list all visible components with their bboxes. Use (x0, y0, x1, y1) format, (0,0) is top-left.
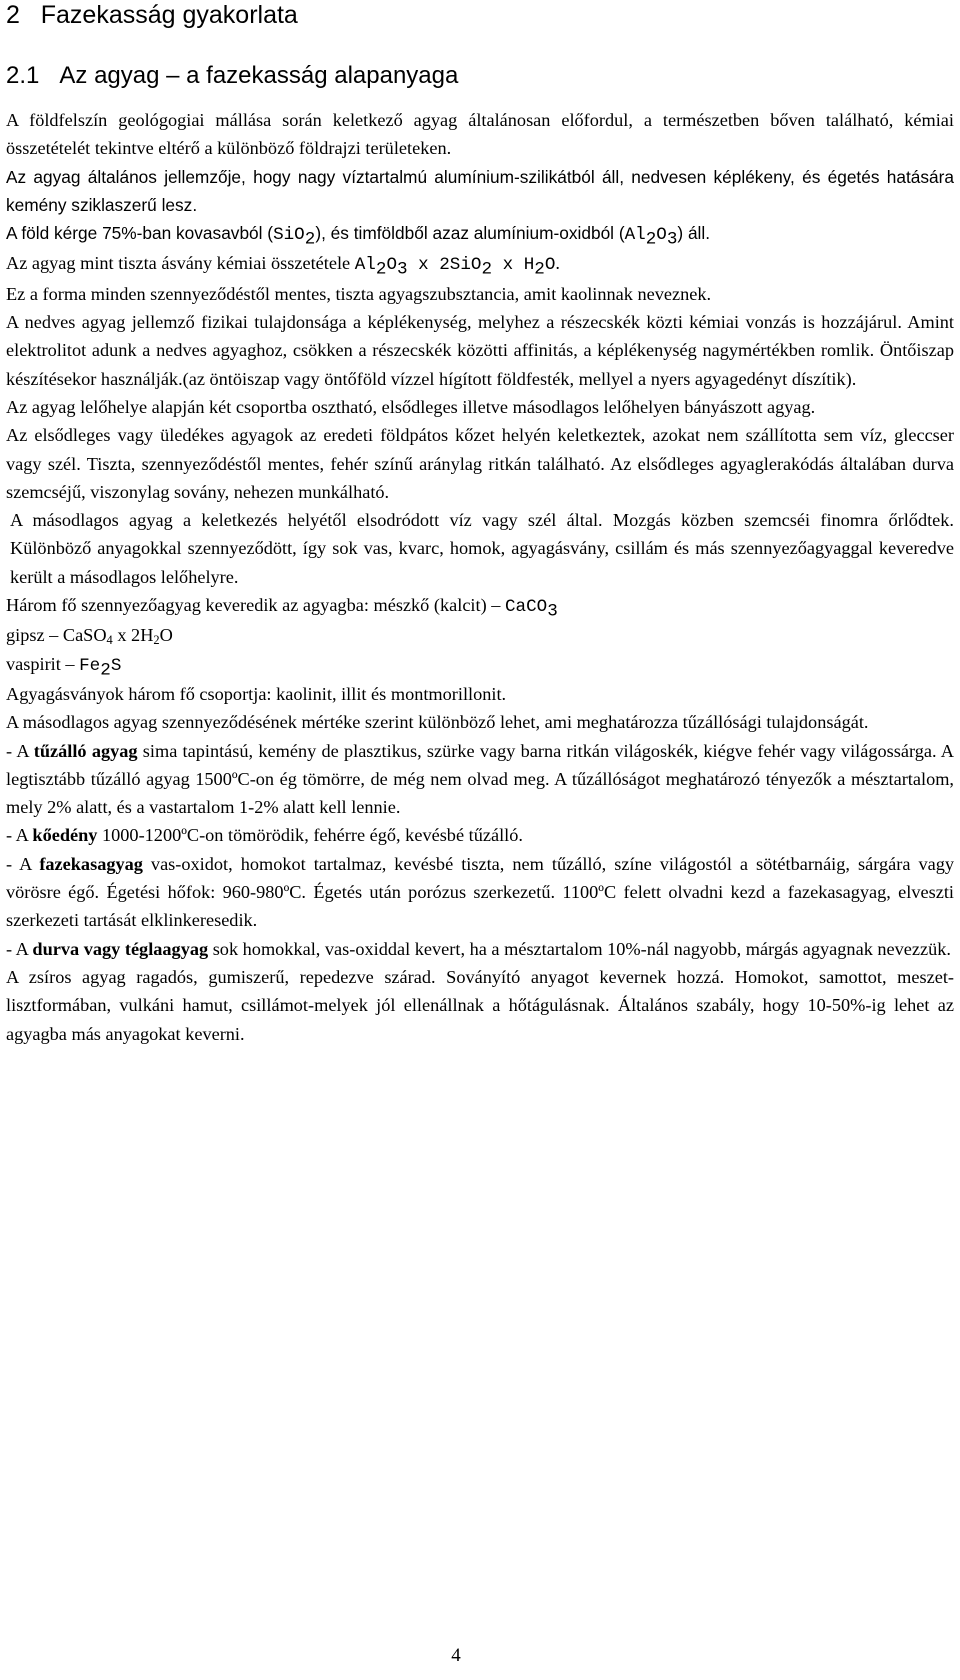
bold-term: fazekasagyag (39, 853, 143, 874)
section-heading (6, 61, 458, 91)
bold-term: kőedény (32, 825, 98, 846)
chapter-title: Fazekasság gyakorlata (40, 1, 298, 29)
paragraph-4: Az agyag mint tiszta ásvány kémiai összetétele $Al_2O_3$ x 2SiO$_2$ x $H_2O$. (6, 253, 560, 280)
paragraph-9: A másodlagos agyag a keletkezés helyétől elsodródott víz vagy szél által. Mozgás közben szemcséi finomra őrlődtek. Különböző anyagokkal szennyeződött, így sok vas, kvarc, homok, agyagásvány, csillám és más szennyezőagyaggal keveredve került a másodlagos lelőhelyre. (10, 510, 954, 587)
section-number: 2.1 (6, 62, 40, 89)
paragraph-16: - A kőedény 1000-1200ºC-on tömörödik, fehérre égő, kevésbé tűzálló. (6, 825, 523, 846)
paragraph-11: gipsz – CaSO$_4$ x $2H_2O$ (6, 625, 173, 648)
paragraph-13: Agyagásványok három fő csoportja: kaolinit, illit és montmorillonit. (6, 683, 507, 704)
section-title: Az agyag – a fazekasság alapanyaga (59, 62, 459, 89)
paragraph-5: Ez a forma minden szennyeződéstől mentes, tiszta agyagszubsztancia, amit kaolinnak neveznek. (6, 283, 712, 304)
paragraph-18: - A durva vagy téglaagyag sok homokkal, vas-oxiddal kevert, ha a mésztartalom 10%-nál nagyobb, márgás agyagnak nevezzük. (6, 938, 951, 959)
bold-term: durva vagy téglaagyag (32, 938, 209, 959)
paragraph-1: A földfelszín geológogiai mállása során keletkező agyag általánosan előfordul, a természetben bőven található, kémiai összetételét tekintve eltérő a különböző földrajzi területeken. (6, 110, 954, 159)
document-body (6, 106, 954, 1048)
paragraph-10: Három fő szennyezőagyag keveredik az agyagba: mészkő (kalcit) – CaCO$_3$ (6, 595, 558, 622)
paragraph-3: A föld kérge 75%-ban kovasavból (SiO$_2$), és timföldből azaz alumínium-oxidból $(Al_2O_3)$ áll. (6, 223, 711, 250)
paragraph-12: vaspirit – $Fe_2S$ (6, 653, 122, 681)
paragraph-7: Az agyag lelőhelye alapján két csoportba osztható, elsődleges illetve másodlagos lelőhelyen bányászott agyag. (6, 396, 816, 417)
chapter-heading (6, 0, 298, 30)
paragraph-14: A másodlagos agyag szennyeződésének mértéke szerint különböző lehet, ami meghatározza tűzállósági tulajdonságát. (6, 712, 869, 733)
paragraph-2: Az agyag általános jellemzője, hogy nagy víztartalmú alumínium-szilikátból áll, nedvesen képlékeny, és égetés hatására kemény sziklaszerű lesz. (6, 166, 954, 215)
bold-term: tűzálló agyag (33, 740, 138, 761)
paragraph-6: A nedves agyag jellemző fizikai tulajdonsága a képlékenység, melyhez a részecskék közti kémiai vonzás is hozzájárul. Amint elektrolitot adunk a nedves agyaghoz, csökken a részecskék közötti affinitás, a képlékenység nagymértékben romlik. Öntőiszap készítésekor használják.(az öntöiszap vagy öntőföld vízzel hígított földfesték, mellyel a nyers agyagedényt díszítik). (6, 312, 954, 389)
paragraph-8: Az elsődleges vagy üledékes agyagok az eredeti földpátos kőzet helyén keletkeztek, azokat nem szállította sem víz, gleccser vagy szél. Tiszta, szennyeződéstől mentes, fehér színű aránylag ritkán található. Az elsődleges agyaglerakódás általában durva szemcséjű, viszonylag sovány, nehezen munkálható. (6, 425, 954, 502)
paragraph-17: - A fazekasagyag vas-oxidot, homokot tartalmaz, kevésbé tiszta, nem tűzálló, színe világostól a sötétbarnáig, sárgára vagy vörösre égő. Égetési hőfok: 960-980ºC. Égetés után porózus szerkezetű. 1100ºC felett olvadni kezd a fazekasagyag, elveszti szerkezeti tartását elklinkeresedik. (6, 853, 954, 931)
page-number: 4 (451, 1645, 461, 1666)
chapter-number: 2 (6, 1, 20, 29)
paragraph-15: - A tűzálló agyag sima tapintású, kemény de plasztikus, szürke vagy barna ritkán világoskék, kiégve fehér vagy világossárga. A legtisztább tűzálló agyag 1500ºC-on ég tömörre, de még nem olvad meg. A tűzállóságot meghatározó tényezők a mésztartalom, mely 2% alatt, és a vastartalom 1-2% alatt kell lennie. (6, 740, 954, 818)
paragraph-19: A zsíros agyag ragadós, gumiszerű, repedezve szárad. Soványító anyagot kevernek hozzá. Homokot, samottot, meszet-lisztformában, vulkáni hamut, csillámot-melyek jól ellenállnak a hőtágulásnak. Általános szabály, hogy 10-50%-ig lehet az agyagba más anyagokat keverni. (6, 966, 954, 1044)
